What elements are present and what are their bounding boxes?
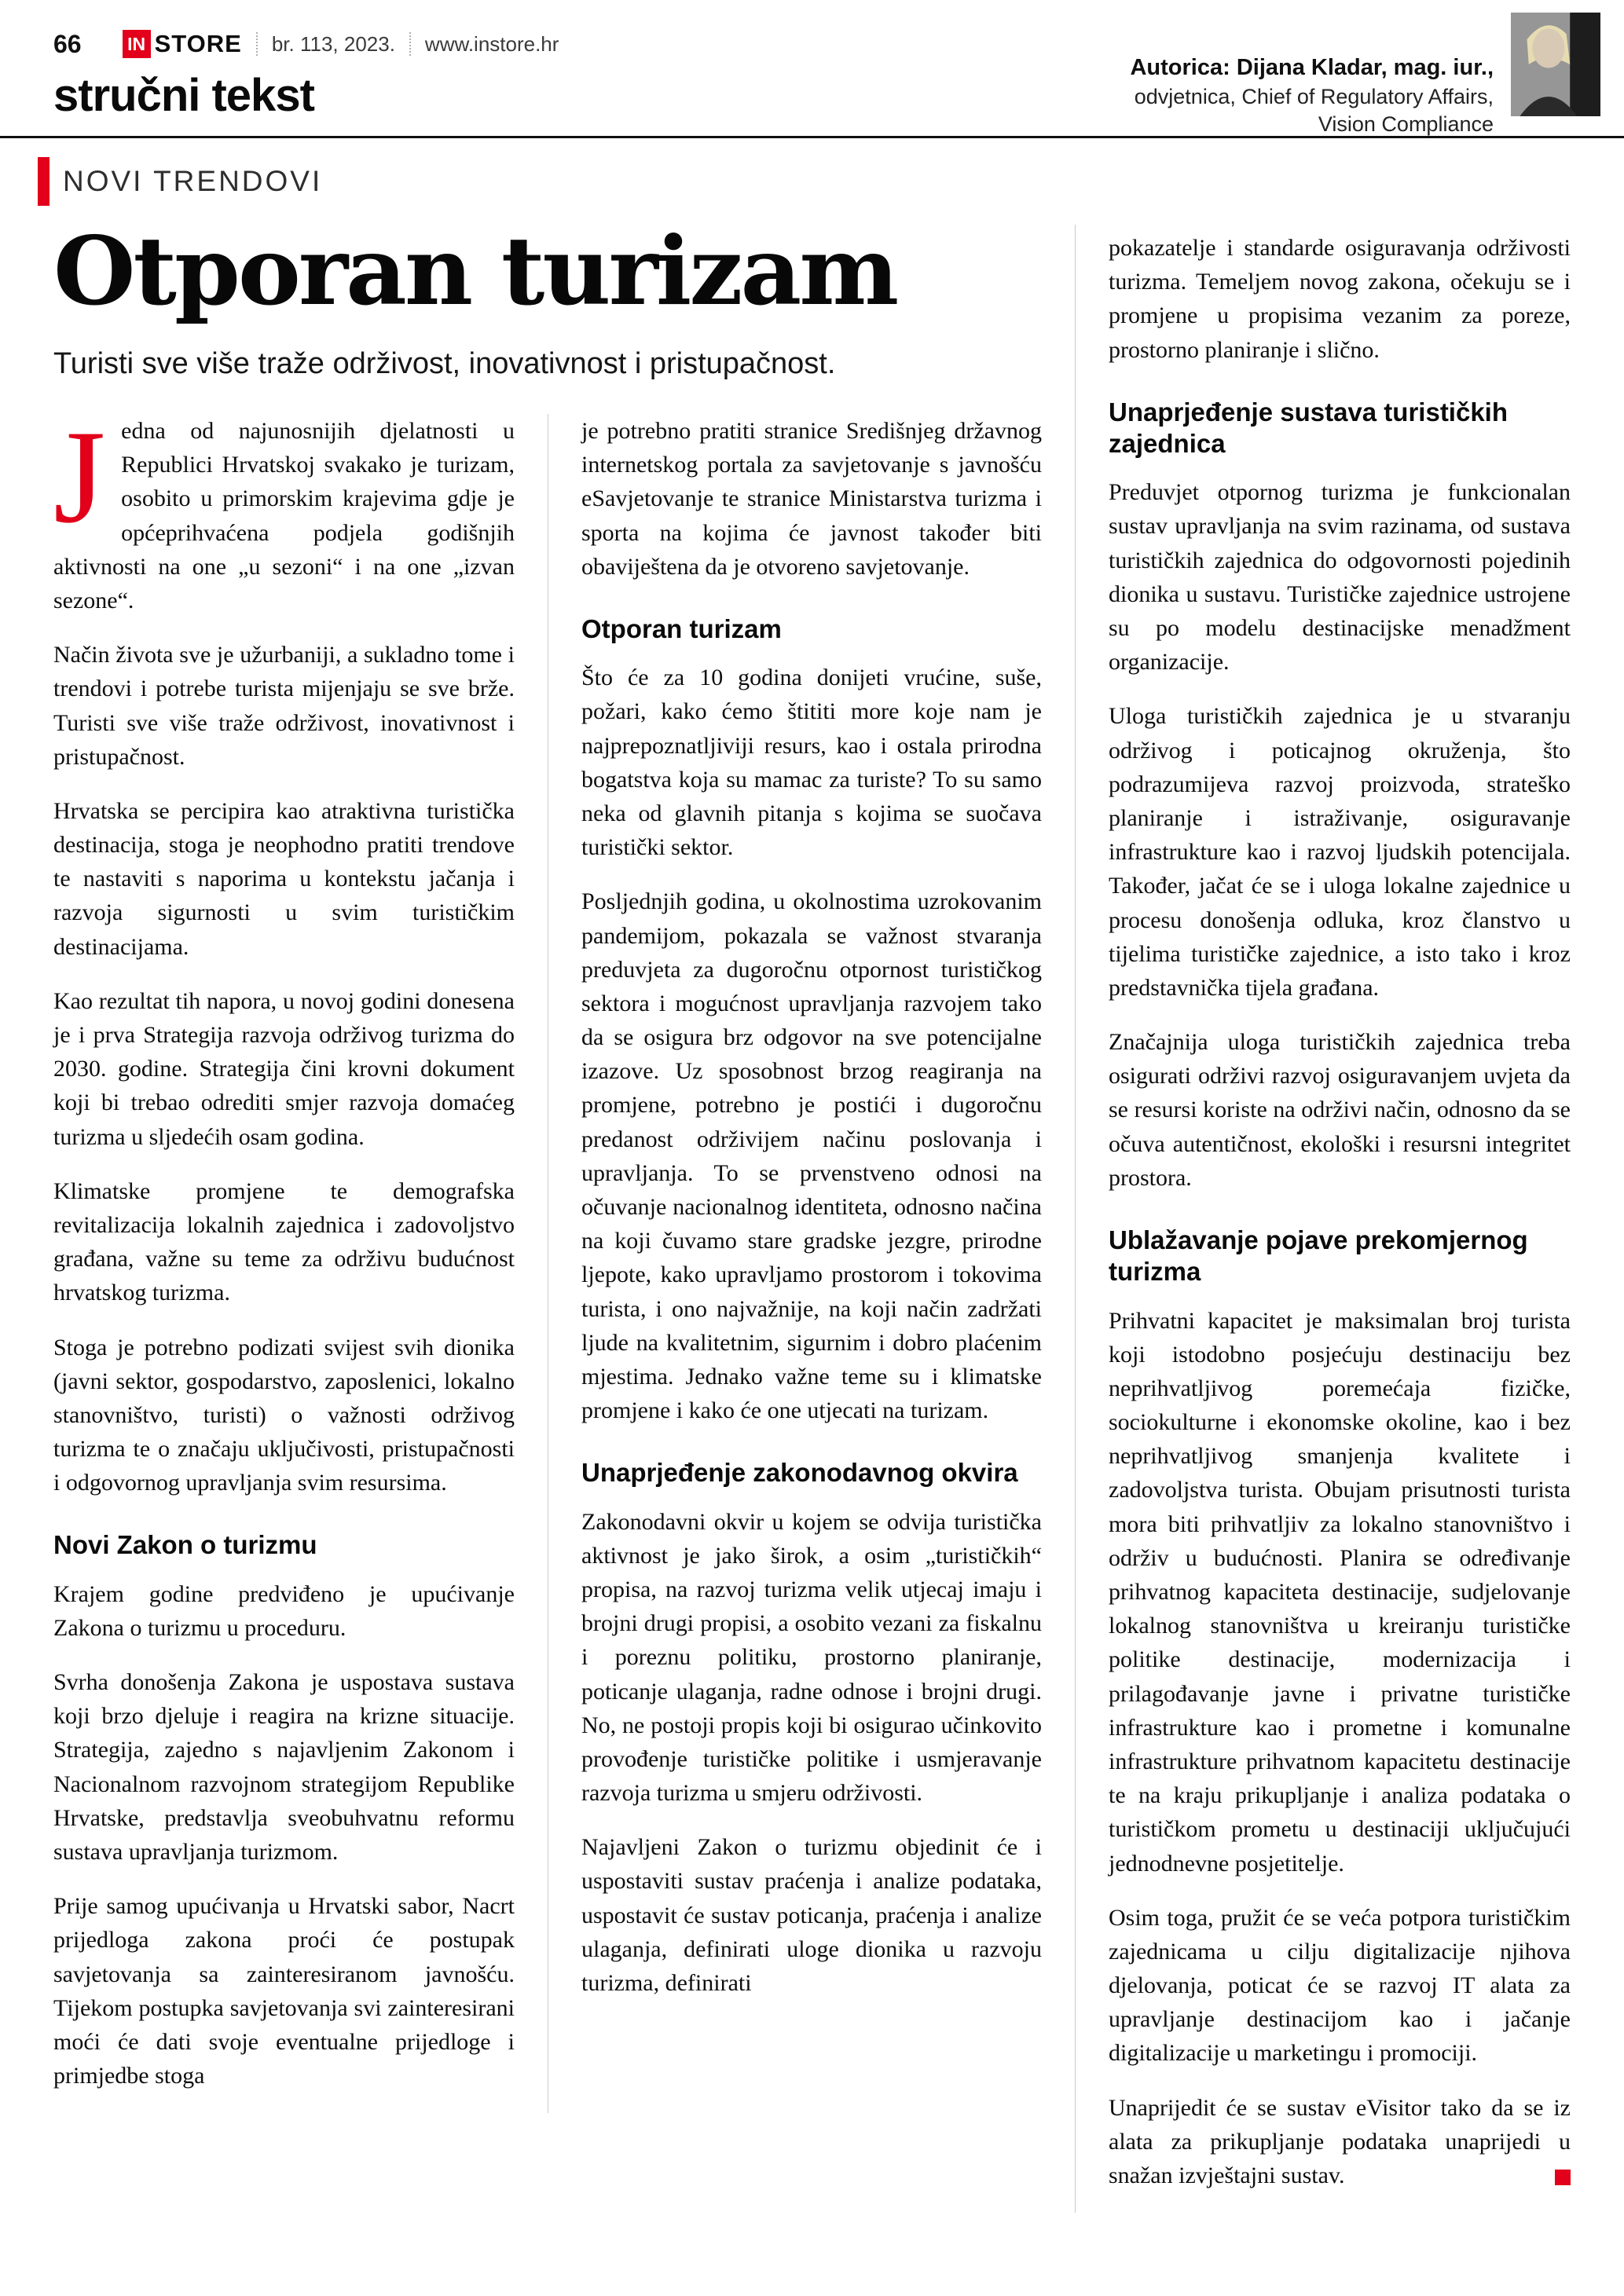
paragraph: Kao rezultat tih napora, u novoj godini donesena je i prva Strategija razvoja održivog turizma do 2030. godine. Strategija čini krovni dokument koji bi trebao odrediti smjer razvoja domaćeg turizma u sljedećih osam godina.: [53, 987, 515, 1150]
paragraph: Zakonodavni okvir u kojem se odvija turistička aktivnost je jako širok, a osim „turističkih“ propisa, na razvoj turizma velik utjecaj imaju i brojni drugi propisi, a osobito vezani za fiskalnu i poreznu politiku, prostorno planiranje, poticanje ulaganja, radne odnose i brojni drugi. No, ne postoji propis koji bi osigurao učinkovito provođenje turističke politike i usmjeravanje razvoja turizma u smjeru održivosti.: [581, 1508, 1042, 1807]
author-block: [1130, 13, 1600, 138]
text-column-3: [1075, 225, 1571, 2213]
article-end-mark: [1555, 2170, 1571, 2185]
dotted-divider: [409, 32, 411, 56]
column-heading: Otporan turizam: [581, 613, 782, 643]
paragraph: Najavljeni Zakon o turizmu objedinit će i uspostaviti sustav praćenja i analize podataka, uspostavit će sustav poticanja, praćenja i analize ulaganja, definirati uloge dionika u razvoju turizma, definirati: [581, 1834, 1042, 1996]
page-number: 66: [53, 29, 82, 58]
author-photo: [1511, 13, 1600, 116]
paragraph: Uloga turističkih zajednica je u stvaranju održivog i poticajnog okruženja, što podrazumijeva razvoj proizvoda, strateško planiranje i istraživanje, osiguravanje infrastrukture kao i razvoj ljudskih potencijala. Također, jačat će se i uloga lokalne zajednice u procesu donošenja odluka, kroz članstvo u tijelima turističke zajednice, a isto tako i kroz predstavnička tijela građana.: [1109, 703, 1571, 1001]
kicker: [38, 157, 1571, 206]
column-heading: Ublažavanje pojave prekomjernog turizma: [1109, 1225, 1528, 1287]
paragraph: Značajnija uloga turističkih zajednica treba osigurati održivi razvoj osiguravanjem uvjeta da se resursi koriste na održivi način, odnosno da se očuva autentičnost, ekološki i resursni integritet prostora.: [1109, 1029, 1571, 1191]
author-photo-illustration: [1511, 13, 1600, 116]
article: [53, 216, 1571, 2213]
drop-cap: J: [53, 403, 106, 551]
paragraph: Svrha donošenja Zakona je uspostava sustava koji brzo djeluje i reagira na krizne situacije. Strategija, zajedno s najavljenim Zakonom i Nacionalnom razvojnom strategijom Republike Hrvatske, predstavlja sveobuhvatnu reformu sustava upravljanja turizmom.: [53, 1669, 515, 1865]
issue-label: br. 113, 2023.: [271, 31, 395, 56]
paragraph: Prije samog upućivanja u Hrvatski sabor, Nacrt prijedloga zakona proći će postupak savjetovanja sa zainteresiranom javnošću. Tijekom postupka savjetovanja svi zainteresirani moći će dati svoje eventualne prijedloge i primjedbe stoga: [53, 1893, 515, 2089]
author-name: Autorica: Dijana Kladar, mag. iur.,: [1130, 55, 1494, 80]
paragraph: pokazatelje i standarde osiguravanja održivosti turizma. Temeljem novog zakona, očekuju se i promjene u propisima vezanim za poreze, prostorno planiranje i slično.: [1109, 235, 1571, 363]
paragraph: Unaprijedit će se sustav eVisitor tako da se iz alata za prikupljanje podataka unaprijedi u snažan izvještajni sustav.: [1109, 2094, 1571, 2188]
paragraph: Krajem godine predviđeno je upućivanje Zakona o turizmu u proceduru.: [53, 1580, 515, 1641]
column-heading: Novi Zakon o turizmu: [53, 1530, 317, 1560]
column-heading: Unaprjeđenje zakonodavnog okvira: [581, 1458, 1018, 1488]
author-role: odvjetnica, Chief of Regulatory Affairs,: [1134, 84, 1494, 108]
author-credit: [1130, 13, 1494, 138]
logo-store-text: STORE: [154, 30, 242, 57]
paragraph: Način života sve je užurbaniji, a sukladno tome i trendovi i potrebe turista mijenjaju se sve brže. Turisti sve više traže održivost, inovativnost i pristupačnost.: [53, 642, 515, 770]
paragraph: Osim toga, pružit će se veća potpora turističkim zajednicama u cilju digitalizacije njihova djelovanja, poticat će se razvoj IT alata za upravljanje destinacijom kao i jačanje digitalizacije u marketingu i promociji.: [1109, 1904, 1571, 2067]
paragraph: Stoga je potrebno podizati svijest svih dionika (javni sektor, gospodarstvo, zaposlenici, lokalno stanovništvo, turisti) o važnosti održivog turizma te o značaju uključivosti, pristupačnosti i odgovornog upravljanja svim resursima.: [53, 1334, 515, 1496]
kicker-label: NOVI TRENDOVI: [63, 165, 323, 197]
paragraph: je potrebno pratiti stranice Središnjeg državnog internetskog portala za savjetovanje s javnošću eSavjetovanje te stranice Ministarstva turizma i sporta na kojima će javnost također biti obaviještena da je otvoreno savjetovanje.: [581, 418, 1042, 580]
logo-in-box: IN: [123, 30, 151, 58]
lead-paragraph: Jedna od najunosnijih djelatnosti u Republici Hrvatskoj svakako je turizam, osobito u primorskim krajevima gdje je općeprihvaćena podjela godišnjih aktivnosti na one „u sezoni“ i na one „izvan sezone“.: [53, 403, 515, 613]
text-column-1: [53, 403, 515, 2113]
website-text: www.instore.hr: [424, 31, 559, 56]
author-company: Vision Compliance: [1318, 112, 1494, 136]
article-left-zone: [53, 216, 1042, 2213]
dotted-divider: [256, 32, 258, 56]
column-heading: Unaprjeđenje sustava turističkih zajednica: [1109, 397, 1509, 458]
kicker-accent-bar: [38, 157, 49, 206]
section-title: stručni tekst: [53, 70, 314, 121]
paragraph: Posljednjih godina, u okolnostima uzrokovanim pandemijom, pokazala se važnost stvaranja preduvjeta za dugoročnu otpornost turističkog sektora i mogućnost upravljanja razvojem tako da se osigura brz odgovor na sve potencijalne izazove. Uz sposobnost brzog reagiranja na promjene, potrebno je postići i dugoročnu predanost održivijem načinu poslovanja i upravljanja. To se prvenstveno odnosi na očuvanje nacionalnog identiteta, odnosno načina na koji čuvamo stare gradske jezgre, prirodne ljepote, kako upravljamo prostorom i tokovima turista, i ono najvažnije, na koji način zadržati ljude na kvalitetnim, sigurnim i dobro plaćenim mjestima. Jednako važne teme su i klimatske promjene i kako će one utjecati na turizam.: [581, 888, 1042, 1424]
paragraph: Prihvatni kapacitet je maksimalan broj turista koji istodobno posjećuju destinaciju bez neprihvatljivog poremećaja fizičke, sociokulturne i ekonomske okoline, kao i bez neprihvatljivog smanjenja kvalitete i zadovoljstva turista. Obujam prisutnosti turista mora biti prihvatljiv za lokalno stanovništvo i održiv u budućnosti. Planira se određivanje prihvatnog kapaciteta destinacije, sudjelovanje lokalnog stanovništva u kreiranju turističke politike destinacije, modernizacija i prilagođavanje javne i privatne turističke infrastrukture kao i prometne i komunalne infrastrukture prihvatnom kapacitetu destinacije te na kraju prikupljanje i analiza podataka o turističkom prometu u destinaciji uključujući jednodnevne posjetitelje.: [1109, 1307, 1571, 1877]
instore-logo: [123, 30, 242, 58]
two-column-text: [53, 403, 1042, 2113]
article-title: Otporan turizam: [53, 216, 897, 327]
article-subtitle: Turisti sve više traže održivost, inovativnost i pristupačnost.: [53, 347, 836, 380]
paragraph: Što će za 10 godina donijeti vrućine, suše, požari, kako ćemo štititi more koje nam je najprepoznatljiviji resurs, kao i ostala prirodna bogatstva koja su mamac za turiste? To su samo neka od glavnih pitanja s kojima se suočava turistički sektor.: [581, 665, 1042, 861]
paragraph: Klimatske promjene te demografska revitalizacija lokalnih zajednica i zadovoljstvo građana, važne su teme za održivu budućnost hrvatskog turizma.: [53, 1177, 515, 1306]
paragraph: Preduvjet otpornog turizma je funkcionalan sustav upravljanja na svim razinama, od sustava turističkih zajednica do odgovornosti pojedinih dionika u sustavu. Turističke zajednice ustrojene su po modelu destinacijske menadžment organizacije.: [1109, 479, 1571, 676]
text-column-2: [548, 414, 1042, 2113]
paragraph: Hrvatska se percipira kao atraktivna turistička destinacija, stoga je neophodno pratiti trendove te nastaviti s naporima u kontekstu jačanja i razvoja sigurnosti u svim turističkim destinacijama.: [53, 797, 515, 960]
